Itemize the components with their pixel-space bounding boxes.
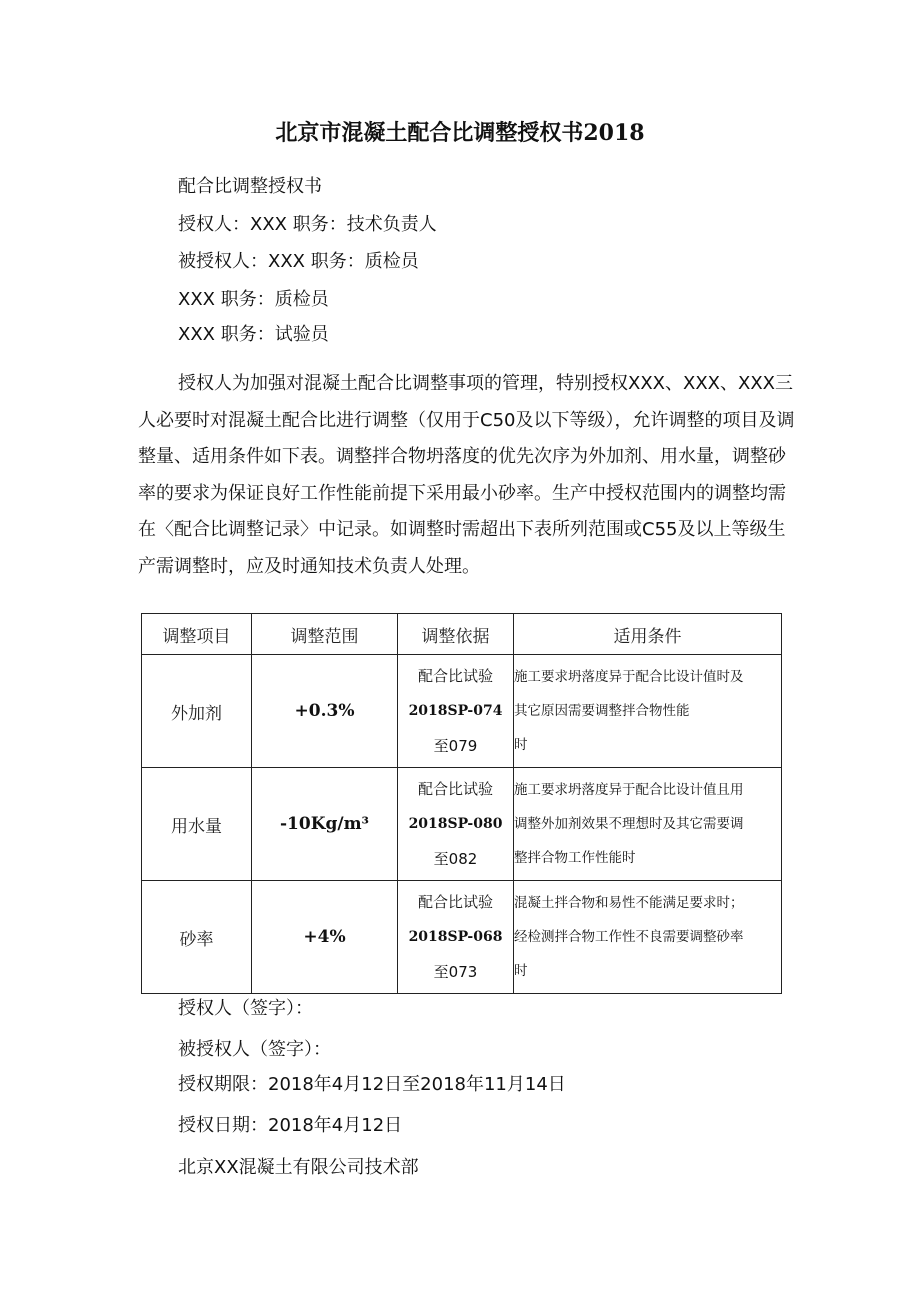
basis-code: 2018SP-080 [408,815,503,832]
condition-line: 时 [514,737,528,753]
condition-line: 施工要求坍落度异于配合比设计值时及 [514,669,744,685]
table-row [142,881,782,994]
row-range: +0.3% [252,655,398,768]
table-row [142,655,782,768]
row-range: +4% [252,881,398,994]
grantee3-line: XXX 职务：试验员 [178,324,329,345]
header-item: 调整项目 [142,614,252,655]
condition-line: 时 [514,963,528,979]
adjustment-table [141,613,782,994]
subtitle: 配合比调整授权书 [178,176,322,197]
grantor-line: 授权人：XXX 职务：技术负责人 [178,214,437,235]
condition-line: 经检测拌合物工作性不良需要调整砂率 [514,929,744,945]
company-name: 北京XX混凝土有限公司技术部 [178,1157,419,1178]
header-basis: 调整依据 [398,614,514,655]
header-range: 调整范围 [252,614,398,655]
condition-line: 其它原因需要调整拌合物性能 [514,703,690,719]
row-basis [398,881,514,994]
table-header-row [142,614,782,655]
condition-line: 整拌合物工作性能时 [514,850,636,866]
row-conditions [514,768,782,881]
row-range: -10Kg/m³ [252,768,398,881]
row-item: 外加剂 [142,655,252,768]
basis-range: 至082 [433,849,478,868]
basis-range: 至073 [433,962,478,981]
page-title: 北京市混凝土配合比调整授权书2018 [275,120,645,146]
row-basis [398,768,514,881]
grantee-signature: 被授权人（签字）： [178,1039,331,1060]
authorization-period: 授权期限：2018年4月12日至2018年11月14日 [178,1074,566,1095]
authorization-paragraph: 授权人为加强对混凝土配合比调整事项的管理，特别授权XXX、XXX、XXX三人必要时对混凝土配合比进行调整（仅用于C50及以下等级），允许调整的项目及调整量、适用条件如下表。调整拌合物坍落度的优先次序为外加剂、用水量，调整砂率的要求为保证良好工作性能前提下采用最小砂率。生产中授权范围内的调整均需在〈配合比调整记录〉中记录。如调整时需超出下表所列范围或C55及以上等级生产需调整时，应及时通知技术负责人处理。 [138,373,795,577]
header-conditions: 适用条件 [514,614,782,655]
grantee-line: 被授权人：XXX 职务：质检员 [178,251,419,272]
basis-label: 配合比试验 [417,666,493,685]
condition-line: 调整外加剂效果不理想时及其它需要调 [514,816,744,832]
condition-line: 施工要求坍落度异于配合比设计值且用 [514,782,744,798]
grantee2-line: XXX 职务：质检员 [178,289,329,310]
row-item: 砂率 [142,881,252,994]
basis-range: 至079 [433,736,478,755]
row-conditions [514,881,782,994]
row-basis [398,655,514,768]
basis-code: 2018SP-074 [408,702,503,719]
table-row [142,768,782,881]
row-item: 用水量 [142,768,252,881]
basis-label: 配合比试验 [417,779,493,798]
basis-code: 2018SP-068 [408,928,503,945]
grantor-signature: 授权人（签字）： [178,998,313,1019]
authorization-date: 授权日期：2018年4月12日 [178,1115,403,1136]
row-conditions [514,655,782,768]
condition-line: 混凝土拌合物和易性不能满足要求时； [514,895,744,911]
basis-label: 配合比试验 [417,892,493,911]
